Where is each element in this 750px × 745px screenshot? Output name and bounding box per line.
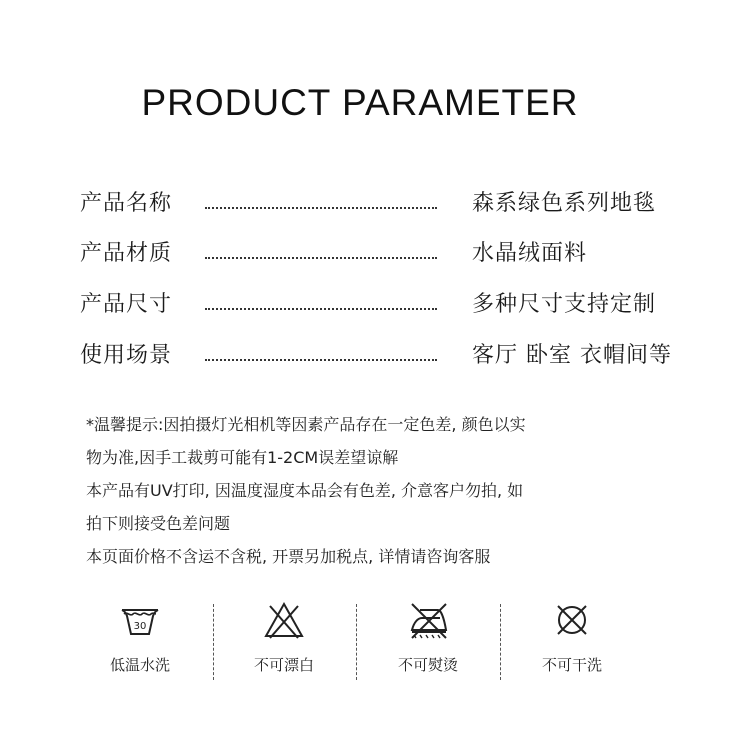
care-instructions (0, 598, 750, 688)
care-item-bleach (214, 598, 354, 675)
param-value: 客厅 卧室 衣帽间等 (472, 343, 672, 368)
param-label: 产品名称 (80, 191, 173, 216)
param-label: 产品尺寸 (80, 292, 173, 317)
dotted-leader (205, 207, 437, 209)
note-line: 拍下则接受色差问题 (86, 514, 231, 533)
wash-30-icon (118, 598, 162, 642)
note-line: 本产品有UV打印, 因温度湿度本品会有色差, 介意客户勿拍, 如 (86, 481, 524, 500)
divider (500, 604, 501, 680)
care-label: 不可漂白 (253, 656, 314, 674)
care-label: 低温水洗 (109, 656, 170, 674)
param-value: 水晶绒面料 (472, 241, 588, 266)
care-label: 不可干洗 (541, 656, 602, 674)
care-item-dry-clean (502, 598, 642, 675)
param-row-size (0, 287, 750, 323)
param-row-name (0, 186, 750, 222)
dotted-leader (205, 359, 437, 361)
care-item-wash (70, 598, 210, 675)
note-line: *温馨提示:因拍摄灯光相机等因素产品存在一定色差, 颜色以实 (86, 415, 526, 434)
notes-block (86, 408, 686, 573)
param-value: 多种尺寸支持定制 (472, 292, 657, 317)
dotted-leader (205, 257, 437, 259)
care-label: 不可熨烫 (397, 656, 458, 674)
param-row-material (0, 236, 750, 272)
param-label: 使用场景 (80, 343, 173, 368)
wash-temp-text: 30 (133, 621, 147, 632)
param-value: 森系绿色系列地毯 (472, 191, 657, 216)
page-title: PRODUCT PARAMETER (141, 82, 579, 123)
care-item-iron (358, 598, 498, 675)
param-label: 产品材质 (80, 241, 173, 266)
note-line: 物为准,因手工裁剪可能有1-2CM误差望谅解 (86, 448, 399, 467)
param-row-usage (0, 338, 750, 374)
no-dry-clean-icon (550, 598, 594, 642)
divider (356, 604, 357, 680)
note-line: 本页面价格不含运不含税, 开票另加税点, 详情请咨询客服 (86, 547, 491, 566)
dotted-leader (205, 308, 437, 310)
no-bleach-icon (262, 598, 306, 642)
no-iron-icon (406, 598, 450, 642)
